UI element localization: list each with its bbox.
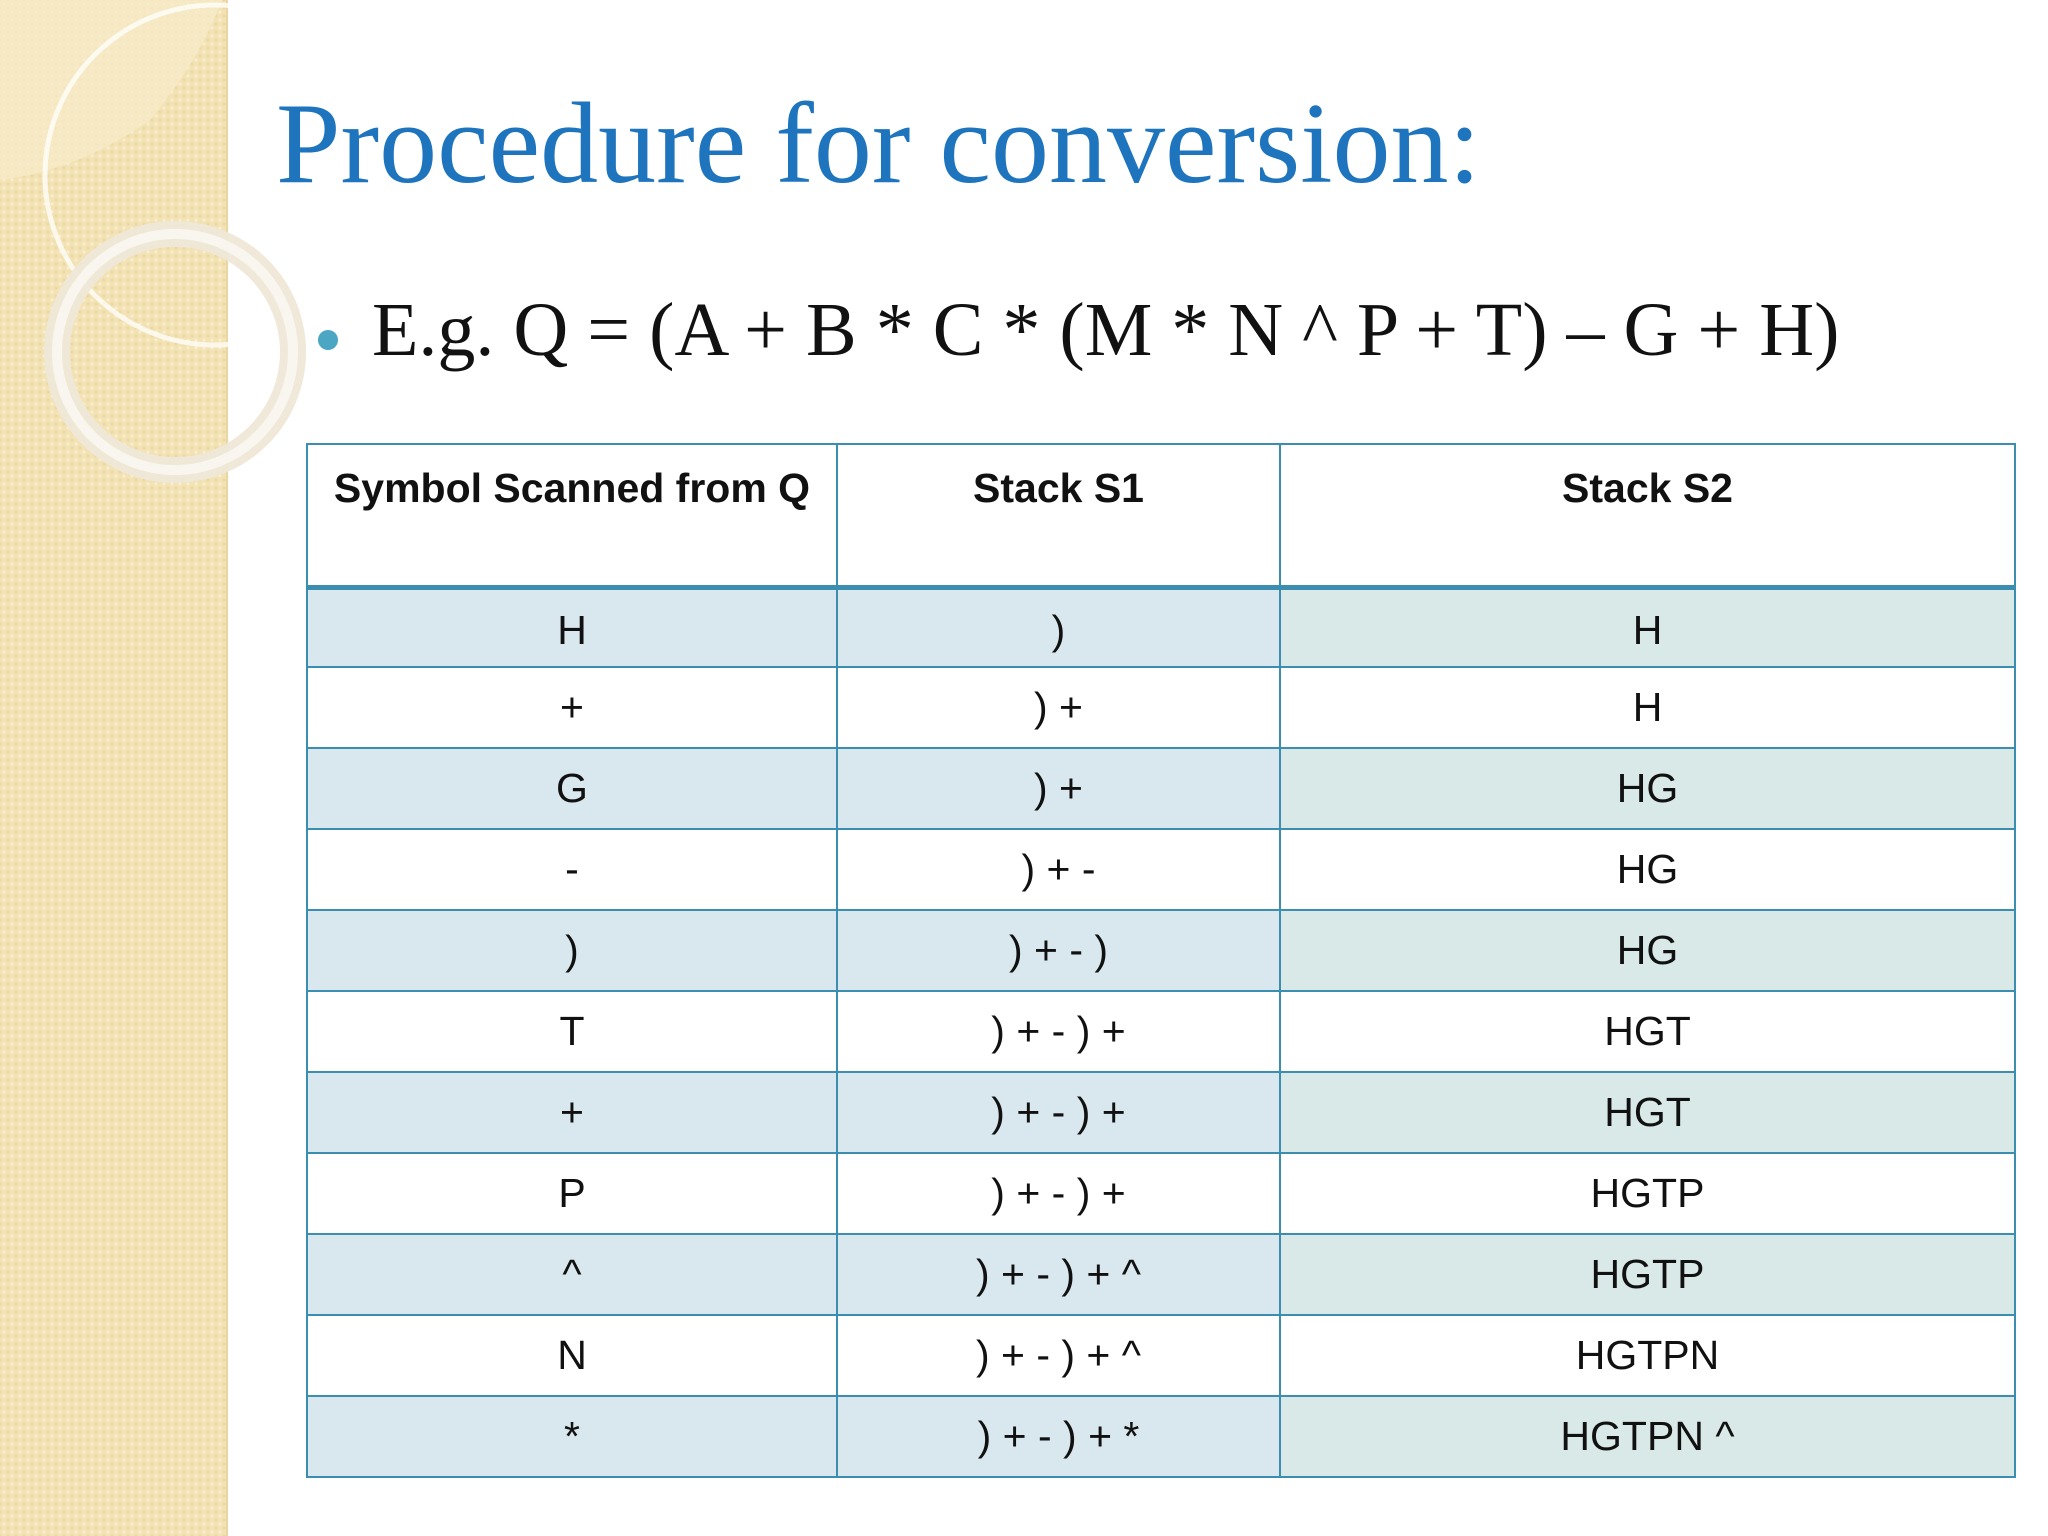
- cell-stack-s2: HGTP: [1280, 1153, 2015, 1234]
- cell-symbol: ^: [307, 1234, 837, 1315]
- example-expression: E.g. Q = (A + B * C * (M * N ^ P + T) – G + H): [372, 288, 1840, 372]
- cell-symbol: ): [307, 910, 837, 991]
- cell-stack-s1: ) + - ) +: [837, 991, 1280, 1072]
- cell-stack-s2: H: [1280, 667, 2015, 748]
- cell-symbol: P: [307, 1153, 837, 1234]
- cell-stack-s1: ) + - ): [837, 910, 1280, 991]
- cell-symbol: N: [307, 1315, 837, 1396]
- header-stack-s2: Stack S2: [1280, 444, 2015, 588]
- cell-stack-s2: HGT: [1280, 1072, 2015, 1153]
- cell-symbol: +: [307, 1072, 837, 1153]
- cell-stack-s1: ): [837, 588, 1280, 668]
- cell-stack-s1: ) +: [837, 667, 1280, 748]
- table-row: [307, 667, 2015, 748]
- cell-stack-s2: HG: [1280, 910, 2015, 991]
- cell-symbol: +: [307, 667, 837, 748]
- cell-stack-s1: ) + - ) +: [837, 1072, 1280, 1153]
- cell-symbol: *: [307, 1396, 837, 1477]
- cell-stack-s1: ) + - ) + *: [837, 1396, 1280, 1477]
- table-row: [307, 910, 2015, 991]
- cell-symbol: T: [307, 991, 837, 1072]
- cell-stack-s1: ) + - ) + ^: [837, 1234, 1280, 1315]
- bullet-dot-icon: [318, 330, 338, 350]
- cell-stack-s2: H: [1280, 588, 2015, 668]
- cell-stack-s2: HGTP: [1280, 1234, 2015, 1315]
- cell-stack-s1: ) + -: [837, 829, 1280, 910]
- table-row: [307, 991, 2015, 1072]
- cell-stack-s2: HGTPN: [1280, 1315, 2015, 1396]
- header-symbol-scanned: Symbol Scanned from Q: [307, 444, 837, 588]
- table-row: [307, 1234, 2015, 1315]
- cell-stack-s1: ) +: [837, 748, 1280, 829]
- table-row: [307, 1072, 2015, 1153]
- table-row: [307, 1315, 2015, 1396]
- cell-stack-s1: ) + - ) +: [837, 1153, 1280, 1234]
- cell-stack-s2: HG: [1280, 829, 2015, 910]
- cell-stack-s2: HGTPN ^: [1280, 1396, 2015, 1477]
- slide-title: Procedure for conversion:: [276, 80, 1481, 208]
- conversion-table: [306, 443, 2016, 1478]
- header-stack-s1: Stack S1: [837, 444, 1280, 588]
- cell-stack-s2: HGT: [1280, 991, 2015, 1072]
- cell-symbol: -: [307, 829, 837, 910]
- table-header-row: [307, 444, 2015, 588]
- cell-symbol: G: [307, 748, 837, 829]
- cell-symbol: H: [307, 588, 837, 668]
- cell-stack-s2: HG: [1280, 748, 2015, 829]
- table-row: [307, 1396, 2015, 1477]
- table-row: [307, 1153, 2015, 1234]
- table-row: [307, 748, 2015, 829]
- table-row: [307, 829, 2015, 910]
- cell-stack-s1: ) + - ) + ^: [837, 1315, 1280, 1396]
- table-row: [307, 588, 2015, 668]
